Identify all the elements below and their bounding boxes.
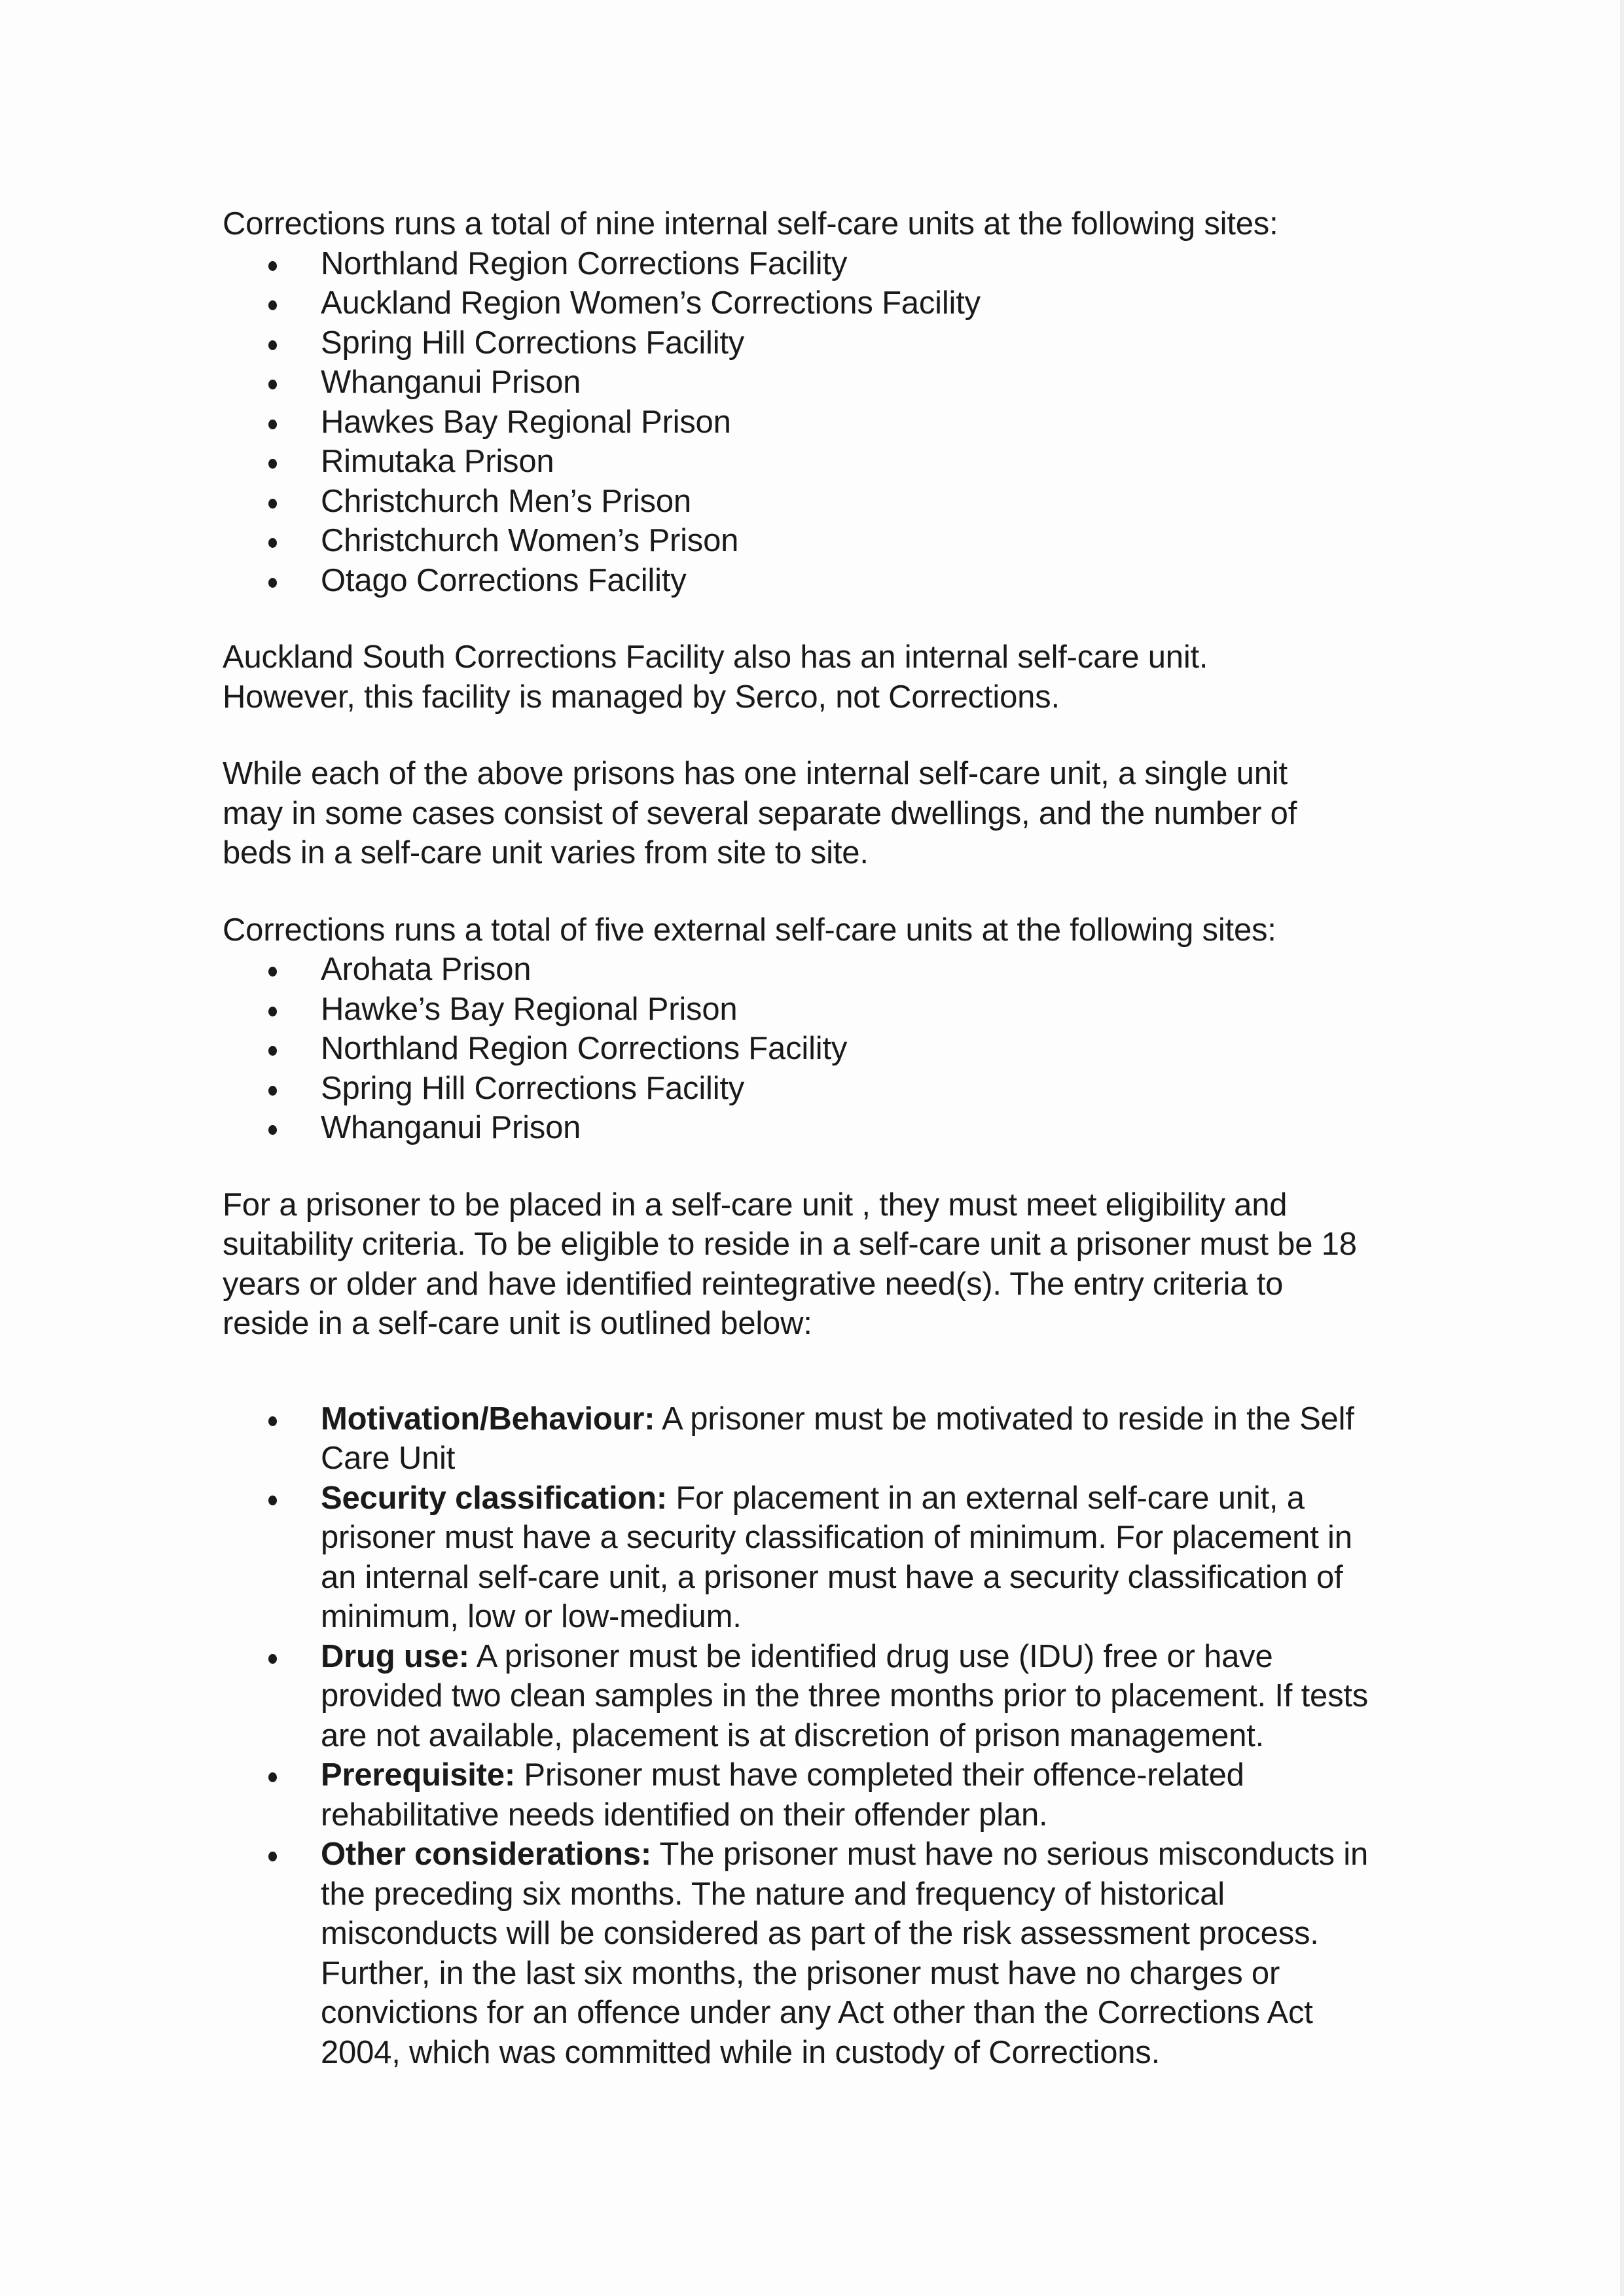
list-item: Spring Hill Corrections Facility xyxy=(223,1069,1375,1109)
document-body xyxy=(223,204,1375,2072)
units-paragraph: While each of the above prisons has one internal self-care unit, a single unit may in some cases consist of several separate dwellings, and the number of beds in a self-care unit varies from site to site. xyxy=(223,756,1297,870)
bullet-icon xyxy=(268,578,277,588)
list-item: Northland Region Corrections Facility xyxy=(223,244,1375,284)
bullet-icon xyxy=(268,300,277,310)
bullet-icon xyxy=(268,1772,277,1782)
scan-edge xyxy=(1620,0,1624,2296)
bullet-icon xyxy=(268,1125,277,1135)
bullet-icon xyxy=(268,1046,277,1056)
criteria-item-drug-use xyxy=(223,1637,1375,1756)
criteria-text: The prisoner must have no serious misconducts in the preceding six months. The nature and frequency of historical misconducts will be considered as part of the risk assessment process. Further, in the last six months, the prisoner must have no charges or convictions for an offence under any Act other than the Corrections Act 2004, which was committed while in custody of Corrections. xyxy=(321,1837,1368,2070)
list-item: Christchurch Men’s Prison xyxy=(223,482,1375,522)
list-item: Otago Corrections Facility xyxy=(223,561,1375,601)
bullet-icon xyxy=(268,1086,277,1096)
criteria-item-motivation xyxy=(223,1399,1375,1479)
criteria-label: Motivation/Behaviour: xyxy=(321,1401,655,1437)
auckland-south-paragraph: Auckland South Corrections Facility also has an internal self-care unit. However, this facility is managed by Serco, not Corrections. xyxy=(223,639,1208,715)
criteria-text: Prisoner must have completed their offence-related rehabilitative needs identified on their offender plan. xyxy=(321,1757,1244,1833)
bullet-icon xyxy=(268,967,277,977)
list-item: Whanganui Prison xyxy=(223,363,1375,403)
bullet-icon xyxy=(268,380,277,389)
list-item: Rimutaka Prison xyxy=(223,442,1375,482)
criteria-text: A prisoner must be identified drug use (IDU) free or have provided two clean samples in the three months prior to placement. If tests are not available, placement is at discretion of prison management. xyxy=(321,1638,1369,1753)
criteria-item-prerequisite xyxy=(223,1755,1375,1835)
bullet-icon xyxy=(268,1852,277,1861)
bullet-icon xyxy=(268,1416,277,1426)
external-units-intro: Corrections runs a total of five external self-care units at the following sites: xyxy=(223,912,1276,948)
list-item: Whanganui Prison xyxy=(223,1108,1375,1148)
criteria-label: Prerequisite: xyxy=(321,1757,515,1793)
criteria-label: Other considerations: xyxy=(321,1837,651,1872)
criteria-label: Security classification: xyxy=(321,1480,667,1516)
criteria-text: A prisoner must be motivated to reside in the Self Care Unit xyxy=(321,1401,1354,1476)
list-item: Hawkes Bay Regional Prison xyxy=(223,403,1375,442)
criteria-item-other xyxy=(223,1835,1375,2072)
list-item: Spring Hill Corrections Facility xyxy=(223,323,1375,363)
bullet-icon xyxy=(268,459,277,469)
list-item: Hawke’s Bay Regional Prison xyxy=(223,990,1375,1030)
bullet-icon xyxy=(268,1007,277,1016)
criteria-item-security xyxy=(223,1479,1375,1637)
criteria-label: Drug use: xyxy=(321,1638,469,1674)
internal-units-intro: Corrections runs a total of nine internal self-care units at the following sites: xyxy=(223,206,1278,242)
bullet-icon xyxy=(268,538,277,548)
bullet-icon xyxy=(268,1654,277,1664)
criteria-list xyxy=(223,1399,1375,2073)
criteria-text: For placement in an external self-care unit, a prisoner must have a security classification of minimum. For placement in an internal self-care unit, a prisoner must have a security classification of minimum, low or low-medium. xyxy=(321,1480,1352,1634)
list-item: Northland Region Corrections Facility xyxy=(223,1029,1375,1069)
list-item: Auckland Region Women’s Corrections Facility xyxy=(223,283,1375,323)
bullet-icon xyxy=(268,1496,277,1505)
bullet-icon xyxy=(268,499,277,509)
list-item: Christchurch Women’s Prison xyxy=(223,521,1375,561)
bullet-icon xyxy=(268,420,277,429)
bullet-icon xyxy=(268,261,277,271)
criteria-intro-paragraph: For a prisoner to be placed in a self-care unit , they must meet eligibility and suitability criteria. To be eligible to reside in a self-care unit a prisoner must be 18 years or older and have identified reintegrative need(s). The entry criteria to reside in a self-care unit is outlined below: xyxy=(223,1187,1357,1341)
list-item: Arohata Prison xyxy=(223,950,1375,990)
external-sites-list xyxy=(223,950,1375,1148)
bullet-icon xyxy=(268,340,277,350)
internal-sites-list xyxy=(223,244,1375,601)
